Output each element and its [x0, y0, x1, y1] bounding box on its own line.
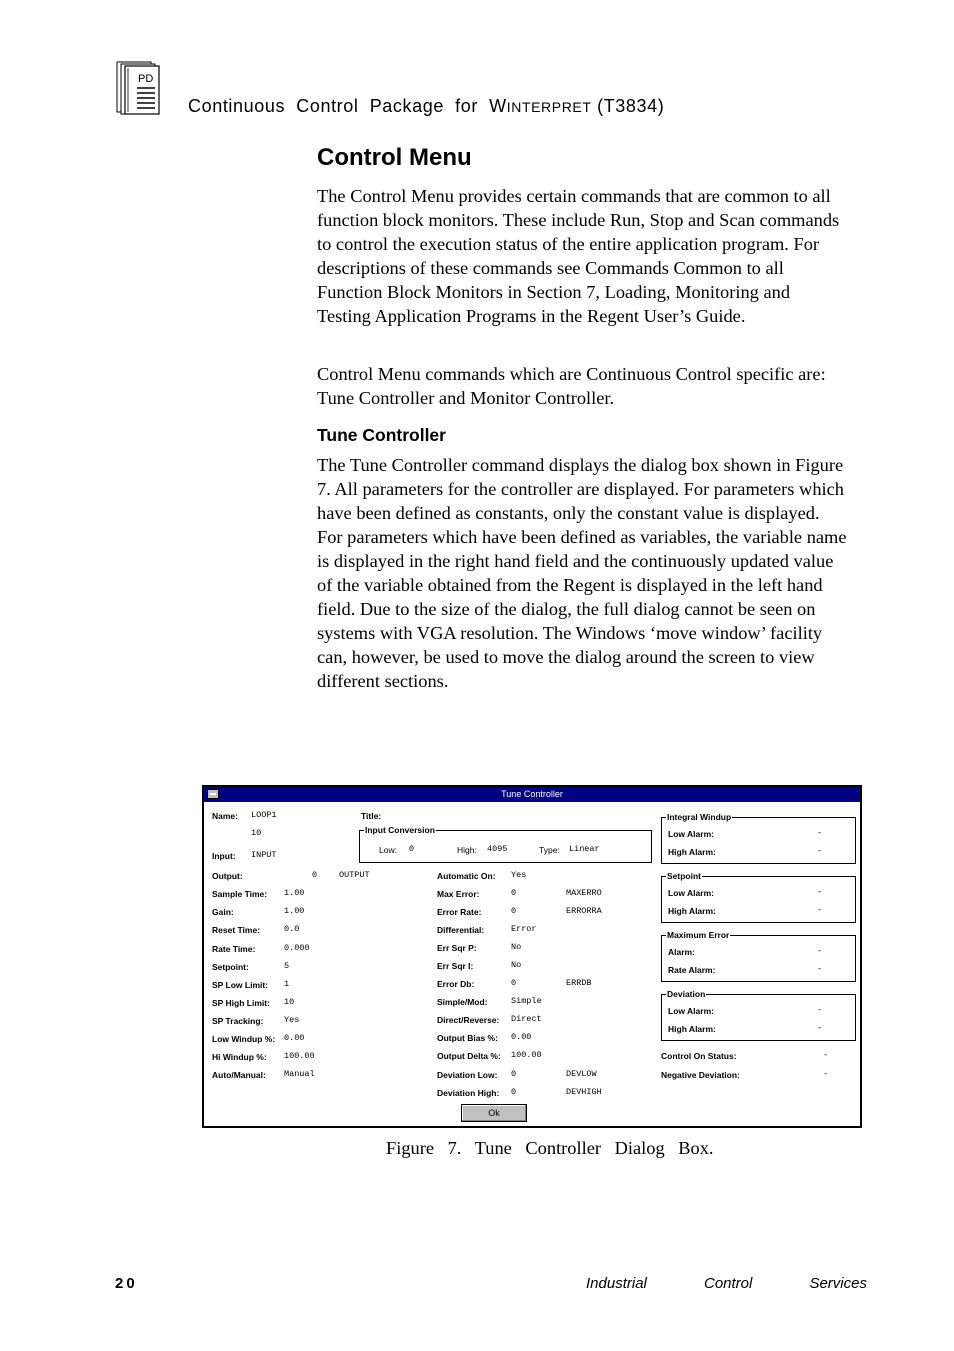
- alarm-label: High Alarm:: [668, 1024, 716, 1034]
- param-label: Direct/Reverse:: [437, 1015, 500, 1025]
- param-value[interactable]: 0: [511, 1087, 517, 1097]
- param-value[interactable]: 0: [511, 1069, 517, 1079]
- param-label: Simple/Mod:: [437, 997, 488, 1007]
- alarm-value: -: [817, 1023, 823, 1033]
- param-value[interactable]: 1.00: [284, 906, 305, 916]
- paragraph-tune-controller: The Tune Controller command displays the dialog box shown in Figure 7. All parameters for the controller are displayed. For parameters which have been defined as constants, only the constant value is displayed. For parameters which have been defined as variables, the variable name is displayed in the right hand field and the continuously updated value of the variable obtained from the Regent is displayed in the left hand field. Due to the size of the dialog, the full dialog cannot be seen on systems with VGA resolution. The Windows ‘move window’ facility can, however, be used to move the dialog around the screen to view different sections.: [317, 455, 847, 691]
- alarm-label: High Alarm:: [668, 847, 716, 857]
- type-value[interactable]: Linear: [569, 844, 600, 854]
- high-label: High:: [457, 845, 477, 855]
- param-value[interactable]: 0: [312, 870, 318, 880]
- param-label: Deviation Low:: [437, 1070, 498, 1080]
- param-label: Error Db:: [437, 979, 475, 989]
- footer-word: Services: [809, 1275, 867, 1292]
- param-value[interactable]: 10: [284, 997, 295, 1007]
- alarm-value: -: [817, 828, 823, 838]
- param-label: Setpoint:: [212, 962, 249, 972]
- name-number: 10: [251, 828, 262, 838]
- alarm-value: -: [817, 1005, 823, 1015]
- alarm-label: Low Alarm:: [668, 1006, 714, 1016]
- input-conversion-title: Input Conversion: [365, 825, 435, 835]
- param-label: SP Tracking:: [212, 1016, 264, 1026]
- negative-deviation-value: -: [823, 1069, 829, 1079]
- alarm-label: Low Alarm:: [668, 829, 714, 839]
- alarm-group: [661, 930, 856, 982]
- param-value[interactable]: Yes: [284, 1015, 300, 1025]
- alarm-group-title: Deviation: [667, 989, 706, 999]
- param-label: Low Windup %:: [212, 1034, 276, 1044]
- alarm-label: High Alarm:: [668, 906, 716, 916]
- alarm-group-title: Maximum Error: [667, 930, 730, 940]
- input-label: Input:: [212, 851, 236, 861]
- param-value[interactable]: 0.00: [284, 1033, 305, 1043]
- param-value[interactable]: No: [511, 960, 522, 970]
- alarm-label: Rate Alarm:: [668, 965, 716, 975]
- alarm-value: -: [817, 887, 823, 897]
- param-value[interactable]: Error: [511, 924, 537, 934]
- param-value[interactable]: 0: [511, 906, 517, 916]
- title-label: Title:: [361, 811, 382, 821]
- param-value[interactable]: 0: [511, 888, 517, 898]
- dialog-titlebar: [204, 787, 860, 802]
- alarm-label: Low Alarm:: [668, 888, 714, 898]
- param-value[interactable]: 5: [284, 961, 290, 971]
- param-value[interactable]: 0.00: [511, 1032, 532, 1042]
- figure-caption: Figure 7. Tune Controller Dialog Box.: [386, 1138, 714, 1158]
- alarm-group: [661, 812, 856, 864]
- param-variable[interactable]: MAXERRO: [566, 888, 602, 898]
- footer-word: Industrial: [586, 1275, 647, 1292]
- low-value[interactable]: 0: [409, 844, 415, 854]
- param-label: Reset Time:: [212, 925, 261, 935]
- input-value[interactable]: INPUT: [251, 850, 277, 860]
- param-label: Output Delta %:: [437, 1051, 501, 1061]
- control-on-status-label: Control On Status:: [661, 1051, 737, 1061]
- param-label: Differential:: [437, 925, 485, 935]
- negative-deviation-label: Negative Deviation:: [661, 1070, 740, 1080]
- alarm-value: -: [817, 846, 823, 856]
- svg-text:PD: PD: [138, 73, 154, 85]
- param-value[interactable]: 1.00: [284, 888, 305, 898]
- param-variable[interactable]: ERRORRA: [566, 906, 602, 916]
- high-value[interactable]: 4095: [487, 844, 508, 854]
- alarm-value: -: [817, 964, 823, 974]
- pd-logo-icon: [116, 60, 160, 116]
- param-label: Hi Windup %:: [212, 1052, 267, 1062]
- param-label: Output Bias %:: [437, 1033, 498, 1043]
- alarm-group-title: Setpoint: [667, 871, 701, 881]
- alarm-value: -: [817, 905, 823, 915]
- name-label: Name:: [212, 811, 238, 821]
- page-number: 20: [115, 1275, 138, 1292]
- param-variable[interactable]: DEVLOW: [566, 1069, 597, 1079]
- param-variable[interactable]: OUTPUT: [339, 870, 370, 880]
- param-value[interactable]: 0.000: [284, 943, 310, 953]
- param-label: Gain:: [212, 907, 234, 917]
- control-on-status-value: -: [823, 1050, 829, 1060]
- param-label: Err Sqr P:: [437, 943, 477, 953]
- param-value[interactable]: Direct: [511, 1014, 542, 1024]
- param-label: Sample Time:: [212, 889, 268, 899]
- alarm-group: [661, 871, 856, 923]
- param-label: Max Error:: [437, 889, 480, 899]
- section-title: Control Menu: [317, 144, 472, 171]
- param-label: SP High Limit:: [212, 998, 270, 1008]
- subheading-tune-controller: Tune Controller: [317, 425, 446, 445]
- param-label: Deviation High:: [437, 1088, 500, 1098]
- param-label: SP Low Limit:: [212, 980, 269, 990]
- footer-word: Control: [703, 1275, 753, 1292]
- param-value[interactable]: 0: [511, 978, 517, 988]
- param-label: Output:: [212, 871, 243, 881]
- ok-button[interactable]: Ok: [461, 1104, 527, 1122]
- type-label: Type:: [539, 845, 560, 855]
- param-value[interactable]: No: [511, 942, 522, 952]
- low-label: Low:: [379, 845, 397, 855]
- alarm-label: Alarm:: [668, 947, 695, 957]
- param-label: Automatic On:: [437, 871, 496, 881]
- param-label: Error Rate:: [437, 907, 482, 917]
- param-value[interactable]: 100.00: [511, 1050, 542, 1060]
- param-label: Err Sqr I:: [437, 961, 474, 971]
- param-label: Rate Time:: [212, 944, 256, 954]
- param-value[interactable]: Simple: [511, 996, 542, 1006]
- input-conversion-group: [359, 825, 652, 863]
- running-header: Continuous Control Package for WINTERPRET (T3834): [188, 96, 665, 116]
- param-label: Auto/Manual:: [212, 1070, 266, 1080]
- name-value[interactable]: LOOP1: [251, 810, 277, 820]
- param-value[interactable]: 100.00: [284, 1051, 315, 1061]
- paragraph-control-menu: The Control Menu provides certain commands that are common to all function block monitors. These include Run, Stop and Scan commands to control the execution status of the entire application program. For descriptions of these commands see Commands Common to all Function Block Monitors in Section 7, Loading, Monitoring and Testing Application Programs in the Regent User’s Guide.: [317, 186, 840, 326]
- tune-controller-dialog: [202, 785, 862, 1128]
- param-variable[interactable]: ERRDB: [566, 978, 592, 988]
- param-value[interactable]: 0.0: [284, 924, 300, 934]
- param-value[interactable]: Manual: [284, 1069, 315, 1079]
- dialog-title: Tune Controller: [501, 789, 563, 799]
- param-value[interactable]: Yes: [511, 870, 527, 880]
- footer-company: [586, 1275, 867, 1292]
- alarm-value: -: [817, 946, 823, 956]
- paragraph-specific-commands: Control Menu commands which are Continuous Control specific are: Tune Controller and Monitor Controller.: [317, 364, 826, 408]
- param-variable[interactable]: DEVHIGH: [566, 1087, 602, 1097]
- alarm-group-title: Integral Windup: [667, 812, 732, 822]
- param-value[interactable]: 1: [284, 979, 290, 989]
- alarm-group: [661, 989, 856, 1041]
